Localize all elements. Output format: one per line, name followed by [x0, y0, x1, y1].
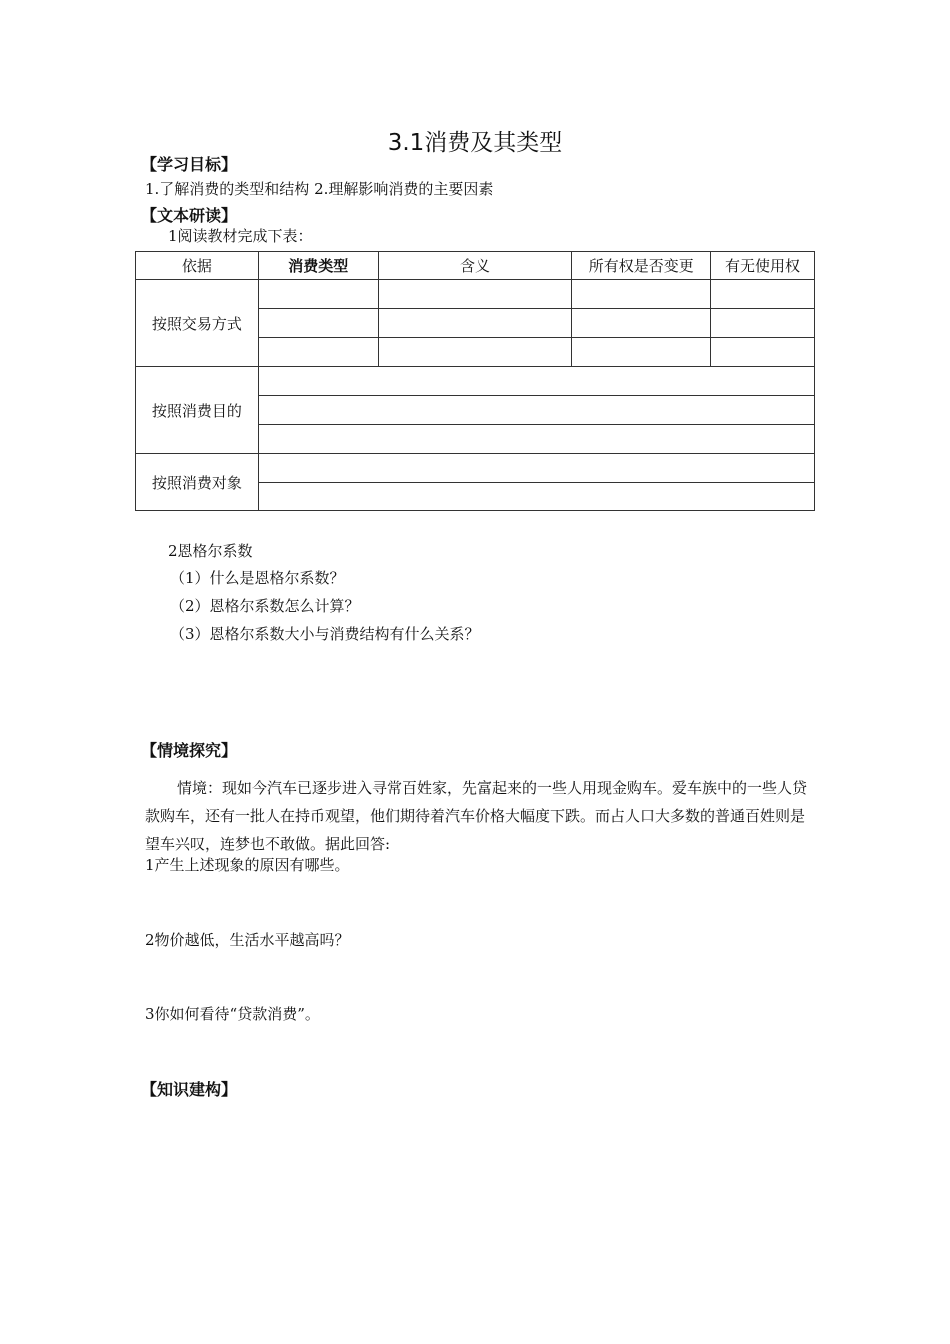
blank-cell[interactable] — [572, 280, 711, 309]
blank-cell[interactable] — [711, 280, 815, 309]
blank-cell[interactable] — [711, 309, 815, 338]
blank-cell[interactable] — [572, 338, 711, 367]
blank-cell[interactable] — [572, 309, 711, 338]
inquiry-heading: 【情境探究】 — [141, 741, 238, 760]
reading-heading: 【文本研读】 — [141, 206, 238, 225]
inquiry-question-3: 3你如何看待“贷款消费”。 — [145, 1005, 320, 1023]
group-by-transaction: 按照交易方式 — [136, 280, 259, 367]
question-2: （2）恩格尔系数怎么计算？ — [170, 597, 360, 615]
blank-cell[interactable] — [258, 280, 378, 309]
reading-item-2: 2恩格尔系数 — [168, 542, 253, 560]
consumption-type-table — [135, 251, 815, 511]
header-meaning: 含义 — [378, 252, 572, 280]
goals-heading: 【学习目标】 — [141, 155, 238, 174]
blank-cell[interactable] — [258, 338, 378, 367]
group-by-purpose: 按照消费目的 — [136, 367, 259, 454]
header-consumption-type: 消费类型 — [258, 252, 378, 280]
table-header-row — [136, 252, 815, 280]
header-basis: 依据 — [136, 252, 259, 280]
table-row — [136, 454, 815, 483]
question-3: （3）恩格尔系数大小与消费结构有什么关系？ — [170, 625, 480, 643]
inquiry-question-2: 2物价越低，生活水平越高吗？ — [145, 931, 350, 949]
blank-cell[interactable] — [378, 280, 572, 309]
table-row — [136, 280, 815, 309]
blank-cell[interactable] — [258, 483, 814, 511]
blank-cell[interactable] — [258, 425, 814, 454]
knowledge-heading: 【知识建构】 — [141, 1080, 238, 1099]
group-by-object: 按照消费对象 — [136, 454, 259, 511]
blank-cell[interactable] — [258, 309, 378, 338]
page-title: 3.1消费及其类型 — [387, 130, 563, 156]
goals-text: 1.了解消费的类型和结构 2.理解影响消费的主要因素 — [145, 180, 494, 198]
blank-cell[interactable] — [258, 367, 814, 396]
blank-cell[interactable] — [378, 309, 572, 338]
blank-cell[interactable] — [378, 338, 572, 367]
blank-cell[interactable] — [258, 396, 814, 425]
header-ownership-change: 所有权是否变更 — [572, 252, 711, 280]
table-row — [136, 367, 815, 396]
header-usage-right: 有无使用权 — [711, 252, 815, 280]
blank-cell[interactable] — [711, 338, 815, 367]
blank-cell[interactable] — [258, 454, 814, 483]
scenario-paragraph: 情境：现如今汽车已逐步进入寻常百姓家，先富起来的一些人用现金购车。爱车族中的一些人贷款购车，还有一批人在持币观望，他们期待着汽车价格大幅度下跌。而占人口大多数的普通百姓则是望车兴叹，连梦也不敢做。据此回答: — [145, 779, 808, 853]
reading-item-1: 1阅读教材完成下表： — [168, 227, 313, 245]
inquiry-question-1: 1产生上述现象的原因有哪些。 — [145, 856, 350, 874]
question-1: （1）什么是恩格尔系数？ — [170, 569, 345, 587]
